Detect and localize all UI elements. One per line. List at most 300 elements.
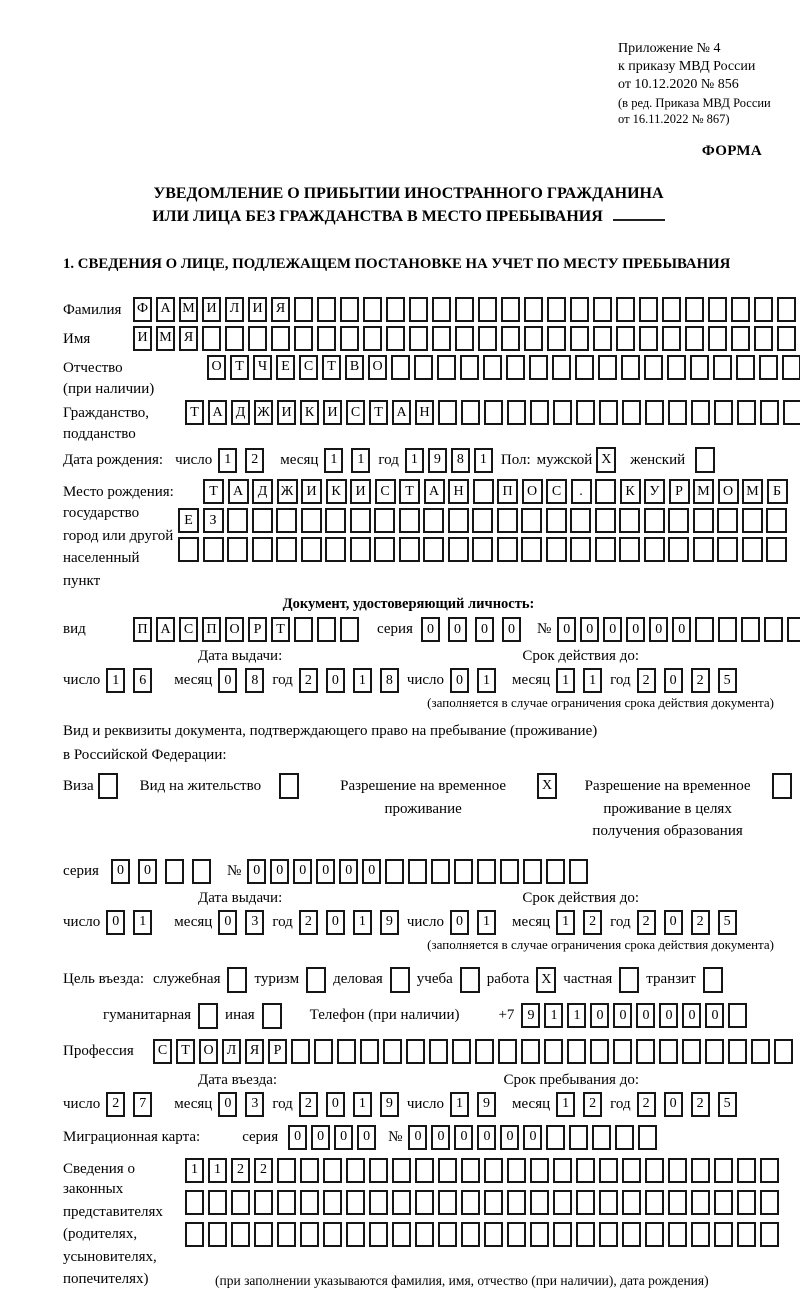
char-cell[interactable] bbox=[787, 617, 800, 642]
char-cell[interactable]: 0 bbox=[649, 617, 668, 642]
char-cell[interactable] bbox=[455, 297, 474, 322]
char-cell[interactable]: 9 bbox=[477, 1092, 496, 1117]
char-cell[interactable] bbox=[530, 1190, 549, 1215]
char-cell[interactable]: И bbox=[277, 400, 296, 425]
char-cell[interactable]: 0 bbox=[672, 617, 691, 642]
char-cell[interactable]: К bbox=[300, 400, 319, 425]
char-cell[interactable] bbox=[448, 537, 469, 562]
char-cell[interactable] bbox=[363, 297, 382, 322]
char-cell[interactable]: 0 bbox=[111, 859, 130, 884]
char-cell[interactable] bbox=[553, 1190, 572, 1215]
char-cell[interactable] bbox=[423, 537, 444, 562]
char-cell[interactable]: Р bbox=[268, 1039, 287, 1064]
char-cell[interactable] bbox=[569, 859, 588, 884]
char-cell[interactable] bbox=[576, 400, 595, 425]
char-cell[interactable] bbox=[668, 400, 687, 425]
char-cell[interactable]: И bbox=[350, 479, 371, 504]
char-cell[interactable] bbox=[277, 1222, 296, 1247]
char-cell[interactable]: Т bbox=[271, 617, 290, 642]
char-cell[interactable] bbox=[760, 1222, 779, 1247]
char-cell[interactable] bbox=[314, 1039, 333, 1064]
char-cell[interactable] bbox=[323, 1190, 342, 1215]
char-cell[interactable]: 2 bbox=[637, 910, 656, 935]
char-cell[interactable] bbox=[754, 326, 773, 351]
char-cell[interactable] bbox=[645, 1158, 664, 1183]
char-cell[interactable]: 0 bbox=[316, 859, 335, 884]
purpose-tourism-checkbox[interactable] bbox=[306, 967, 326, 993]
char-cell[interactable] bbox=[553, 1158, 572, 1183]
char-cell[interactable]: 2 bbox=[637, 668, 656, 693]
char-cell[interactable] bbox=[363, 326, 382, 351]
char-cell[interactable] bbox=[705, 1039, 724, 1064]
char-cell[interactable] bbox=[383, 1039, 402, 1064]
char-cell[interactable] bbox=[667, 355, 686, 380]
char-cell[interactable] bbox=[415, 1158, 434, 1183]
char-cell[interactable] bbox=[369, 1158, 388, 1183]
char-cell[interactable] bbox=[475, 1039, 494, 1064]
char-cell[interactable]: Т bbox=[399, 479, 420, 504]
char-cell[interactable] bbox=[736, 355, 755, 380]
char-cell[interactable] bbox=[301, 537, 322, 562]
char-cell[interactable] bbox=[717, 537, 738, 562]
char-cell[interactable] bbox=[291, 1039, 310, 1064]
char-cell[interactable]: С bbox=[153, 1039, 172, 1064]
char-cell[interactable] bbox=[570, 326, 589, 351]
char-cell[interactable]: 5 bbox=[718, 668, 737, 693]
char-cell[interactable] bbox=[203, 537, 224, 562]
char-cell[interactable] bbox=[621, 355, 640, 380]
char-cell[interactable]: Л bbox=[225, 297, 244, 322]
char-cell[interactable] bbox=[185, 1222, 204, 1247]
char-cell[interactable] bbox=[406, 1039, 425, 1064]
char-cell[interactable] bbox=[484, 400, 503, 425]
char-cell[interactable]: 0 bbox=[477, 1125, 496, 1150]
char-cell[interactable] bbox=[423, 508, 444, 533]
char-cell[interactable]: 1 bbox=[185, 1158, 204, 1183]
char-cell[interactable]: 1 bbox=[353, 668, 372, 693]
char-cell[interactable] bbox=[662, 297, 681, 322]
char-cell[interactable] bbox=[644, 508, 665, 533]
char-cell[interactable] bbox=[717, 508, 738, 533]
char-cell[interactable] bbox=[751, 1039, 770, 1064]
char-cell[interactable]: 9 bbox=[521, 1003, 540, 1028]
char-cell[interactable] bbox=[595, 479, 616, 504]
char-cell[interactable] bbox=[570, 297, 589, 322]
char-cell[interactable] bbox=[592, 1125, 611, 1150]
char-cell[interactable]: 8 bbox=[451, 448, 470, 473]
char-cell[interactable] bbox=[455, 326, 474, 351]
char-cell[interactable]: 0 bbox=[475, 617, 494, 642]
char-cell[interactable]: В bbox=[345, 355, 364, 380]
char-cell[interactable] bbox=[613, 1039, 632, 1064]
char-cell[interactable] bbox=[323, 1158, 342, 1183]
char-cell[interactable]: З bbox=[203, 508, 224, 533]
char-cell[interactable]: 0 bbox=[626, 617, 645, 642]
char-cell[interactable]: 0 bbox=[326, 668, 345, 693]
char-cell[interactable] bbox=[714, 1158, 733, 1183]
char-cell[interactable]: Т bbox=[230, 355, 249, 380]
temp-residence-edu-checkbox[interactable] bbox=[772, 773, 792, 799]
char-cell[interactable]: 2 bbox=[299, 668, 318, 693]
char-cell[interactable] bbox=[737, 1190, 756, 1215]
char-cell[interactable] bbox=[461, 1222, 480, 1247]
char-cell[interactable] bbox=[497, 508, 518, 533]
char-cell[interactable] bbox=[639, 297, 658, 322]
char-cell[interactable]: 0 bbox=[288, 1125, 307, 1150]
char-cell[interactable] bbox=[185, 1190, 204, 1215]
char-cell[interactable] bbox=[429, 1039, 448, 1064]
char-cell[interactable] bbox=[271, 326, 290, 351]
char-cell[interactable] bbox=[695, 617, 714, 642]
char-cell[interactable]: 1 bbox=[583, 668, 602, 693]
char-cell[interactable]: М bbox=[179, 297, 198, 322]
char-cell[interactable] bbox=[731, 297, 750, 322]
char-cell[interactable] bbox=[595, 508, 616, 533]
char-cell[interactable] bbox=[454, 859, 473, 884]
char-cell[interactable]: 2 bbox=[691, 668, 710, 693]
char-cell[interactable] bbox=[760, 400, 779, 425]
char-cell[interactable] bbox=[254, 1222, 273, 1247]
char-cell[interactable]: 0 bbox=[448, 617, 467, 642]
char-cell[interactable] bbox=[741, 617, 760, 642]
char-cell[interactable] bbox=[252, 537, 273, 562]
char-cell[interactable]: П bbox=[497, 479, 518, 504]
char-cell[interactable] bbox=[317, 297, 336, 322]
char-cell[interactable] bbox=[452, 1039, 471, 1064]
char-cell[interactable]: 0 bbox=[664, 668, 683, 693]
char-cell[interactable] bbox=[438, 1222, 457, 1247]
char-cell[interactable]: Т bbox=[203, 479, 224, 504]
char-cell[interactable]: . bbox=[571, 479, 592, 504]
char-cell[interactable] bbox=[501, 326, 520, 351]
char-cell[interactable] bbox=[662, 326, 681, 351]
char-cell[interactable]: 0 bbox=[362, 859, 381, 884]
char-cell[interactable] bbox=[644, 537, 665, 562]
char-cell[interactable]: 0 bbox=[659, 1003, 678, 1028]
char-cell[interactable] bbox=[507, 1222, 526, 1247]
char-cell[interactable]: 0 bbox=[218, 1092, 237, 1117]
char-cell[interactable]: 0 bbox=[247, 859, 266, 884]
char-cell[interactable] bbox=[438, 400, 457, 425]
char-cell[interactable]: 0 bbox=[664, 1092, 683, 1117]
char-cell[interactable] bbox=[737, 1222, 756, 1247]
char-cell[interactable] bbox=[461, 1158, 480, 1183]
char-cell[interactable]: Ч bbox=[253, 355, 272, 380]
purpose-study-checkbox[interactable] bbox=[460, 967, 480, 993]
char-cell[interactable] bbox=[728, 1039, 747, 1064]
char-cell[interactable]: С bbox=[546, 479, 567, 504]
purpose-private-checkbox[interactable] bbox=[619, 967, 639, 993]
char-cell[interactable] bbox=[754, 297, 773, 322]
char-cell[interactable]: Ж bbox=[254, 400, 273, 425]
char-cell[interactable] bbox=[544, 1039, 563, 1064]
char-cell[interactable] bbox=[276, 537, 297, 562]
char-cell[interactable] bbox=[484, 1222, 503, 1247]
char-cell[interactable] bbox=[615, 1125, 634, 1150]
char-cell[interactable] bbox=[760, 1158, 779, 1183]
char-cell[interactable] bbox=[208, 1222, 227, 1247]
char-cell[interactable]: 0 bbox=[334, 1125, 353, 1150]
char-cell[interactable]: Д bbox=[231, 400, 250, 425]
char-cell[interactable]: Д bbox=[252, 479, 273, 504]
char-cell[interactable] bbox=[473, 479, 494, 504]
char-cell[interactable] bbox=[409, 326, 428, 351]
char-cell[interactable]: К bbox=[620, 479, 641, 504]
char-cell[interactable] bbox=[764, 617, 783, 642]
char-cell[interactable]: А bbox=[424, 479, 445, 504]
char-cell[interactable] bbox=[685, 326, 704, 351]
char-cell[interactable] bbox=[192, 859, 211, 884]
char-cell[interactable] bbox=[691, 1222, 710, 1247]
char-cell[interactable]: 0 bbox=[339, 859, 358, 884]
char-cell[interactable] bbox=[644, 355, 663, 380]
char-cell[interactable] bbox=[546, 859, 565, 884]
char-cell[interactable] bbox=[300, 1190, 319, 1215]
char-cell[interactable] bbox=[254, 1190, 273, 1215]
char-cell[interactable] bbox=[497, 537, 518, 562]
char-cell[interactable]: Ф bbox=[133, 297, 152, 322]
char-cell[interactable]: И bbox=[301, 479, 322, 504]
purpose-humanitarian-checkbox[interactable] bbox=[198, 1003, 218, 1029]
char-cell[interactable] bbox=[691, 400, 710, 425]
char-cell[interactable] bbox=[553, 1222, 572, 1247]
char-cell[interactable] bbox=[507, 400, 526, 425]
char-cell[interactable] bbox=[690, 355, 709, 380]
char-cell[interactable]: 5 bbox=[718, 1092, 737, 1117]
char-cell[interactable]: 0 bbox=[218, 668, 237, 693]
char-cell[interactable]: С bbox=[346, 400, 365, 425]
char-cell[interactable]: Е bbox=[276, 355, 295, 380]
char-cell[interactable] bbox=[294, 617, 313, 642]
char-cell[interactable]: 1 bbox=[351, 448, 370, 473]
char-cell[interactable] bbox=[728, 1003, 747, 1028]
char-cell[interactable] bbox=[529, 355, 548, 380]
residence-permit-checkbox[interactable] bbox=[279, 773, 299, 799]
char-cell[interactable]: 1 bbox=[353, 910, 372, 935]
char-cell[interactable]: 1 bbox=[567, 1003, 586, 1028]
char-cell[interactable] bbox=[708, 326, 727, 351]
purpose-work-checkbox[interactable]: X bbox=[536, 967, 556, 993]
char-cell[interactable] bbox=[659, 1039, 678, 1064]
char-cell[interactable] bbox=[323, 1222, 342, 1247]
char-cell[interactable] bbox=[392, 1222, 411, 1247]
char-cell[interactable]: 1 bbox=[405, 448, 424, 473]
char-cell[interactable]: 0 bbox=[636, 1003, 655, 1028]
char-cell[interactable]: Р bbox=[669, 479, 690, 504]
char-cell[interactable] bbox=[340, 297, 359, 322]
char-cell[interactable]: 2 bbox=[583, 1092, 602, 1117]
char-cell[interactable] bbox=[337, 1039, 356, 1064]
char-cell[interactable]: Б bbox=[767, 479, 788, 504]
char-cell[interactable] bbox=[350, 508, 371, 533]
char-cell[interactable]: М bbox=[742, 479, 763, 504]
char-cell[interactable] bbox=[506, 355, 525, 380]
purpose-official-checkbox[interactable] bbox=[227, 967, 247, 993]
purpose-other-checkbox[interactable] bbox=[262, 1003, 282, 1029]
char-cell[interactable] bbox=[484, 1158, 503, 1183]
char-cell[interactable]: 6 bbox=[133, 668, 152, 693]
char-cell[interactable]: Н bbox=[448, 479, 469, 504]
char-cell[interactable] bbox=[636, 1039, 655, 1064]
char-cell[interactable] bbox=[350, 537, 371, 562]
char-cell[interactable]: А bbox=[156, 297, 175, 322]
char-cell[interactable] bbox=[294, 326, 313, 351]
char-cell[interactable]: А bbox=[228, 479, 249, 504]
char-cell[interactable] bbox=[391, 355, 410, 380]
char-cell[interactable] bbox=[399, 508, 420, 533]
char-cell[interactable]: А bbox=[156, 617, 175, 642]
char-cell[interactable] bbox=[742, 537, 763, 562]
char-cell[interactable] bbox=[639, 326, 658, 351]
char-cell[interactable] bbox=[392, 1158, 411, 1183]
char-cell[interactable] bbox=[202, 326, 221, 351]
char-cell[interactable] bbox=[691, 1158, 710, 1183]
char-cell[interactable] bbox=[507, 1158, 526, 1183]
visa-checkbox[interactable] bbox=[98, 773, 118, 799]
char-cell[interactable]: 0 bbox=[138, 859, 157, 884]
char-cell[interactable] bbox=[668, 1222, 687, 1247]
char-cell[interactable]: С bbox=[375, 479, 396, 504]
char-cell[interactable]: 9 bbox=[380, 1092, 399, 1117]
char-cell[interactable]: 2 bbox=[106, 1092, 125, 1117]
char-cell[interactable] bbox=[294, 297, 313, 322]
char-cell[interactable]: О bbox=[225, 617, 244, 642]
char-cell[interactable] bbox=[645, 1190, 664, 1215]
char-cell[interactable]: Т bbox=[176, 1039, 195, 1064]
char-cell[interactable] bbox=[521, 508, 542, 533]
char-cell[interactable]: Т bbox=[185, 400, 204, 425]
char-cell[interactable] bbox=[392, 1190, 411, 1215]
char-cell[interactable] bbox=[718, 617, 737, 642]
char-cell[interactable]: 0 bbox=[590, 1003, 609, 1028]
char-cell[interactable]: Е bbox=[178, 508, 199, 533]
char-cell[interactable]: 0 bbox=[218, 910, 237, 935]
char-cell[interactable] bbox=[437, 355, 456, 380]
char-cell[interactable] bbox=[277, 1190, 296, 1215]
char-cell[interactable] bbox=[619, 537, 640, 562]
char-cell[interactable]: 0 bbox=[408, 1125, 427, 1150]
char-cell[interactable] bbox=[567, 1039, 586, 1064]
char-cell[interactable] bbox=[276, 508, 297, 533]
char-cell[interactable] bbox=[477, 859, 496, 884]
char-cell[interactable] bbox=[682, 1039, 701, 1064]
char-cell[interactable] bbox=[590, 1039, 609, 1064]
char-cell[interactable]: 0 bbox=[421, 617, 440, 642]
gender-male-checkbox[interactable]: X bbox=[596, 447, 616, 473]
char-cell[interactable] bbox=[616, 326, 635, 351]
char-cell[interactable] bbox=[432, 297, 451, 322]
char-cell[interactable]: 0 bbox=[293, 859, 312, 884]
char-cell[interactable]: Т bbox=[369, 400, 388, 425]
char-cell[interactable] bbox=[501, 297, 520, 322]
char-cell[interactable] bbox=[399, 537, 420, 562]
char-cell[interactable] bbox=[448, 508, 469, 533]
char-cell[interactable]: 3 bbox=[245, 910, 264, 935]
char-cell[interactable] bbox=[414, 355, 433, 380]
char-cell[interactable] bbox=[461, 1190, 480, 1215]
char-cell[interactable]: 1 bbox=[133, 910, 152, 935]
char-cell[interactable] bbox=[737, 400, 756, 425]
char-cell[interactable] bbox=[369, 1190, 388, 1215]
char-cell[interactable]: 9 bbox=[380, 910, 399, 935]
char-cell[interactable]: О bbox=[718, 479, 739, 504]
temp-residence-checkbox[interactable]: X bbox=[537, 773, 557, 799]
char-cell[interactable] bbox=[622, 1158, 641, 1183]
char-cell[interactable]: 3 bbox=[245, 1092, 264, 1117]
char-cell[interactable] bbox=[777, 297, 796, 322]
char-cell[interactable]: Я bbox=[271, 297, 290, 322]
char-cell[interactable] bbox=[360, 1039, 379, 1064]
char-cell[interactable]: О bbox=[522, 479, 543, 504]
char-cell[interactable]: 7 bbox=[133, 1092, 152, 1117]
char-cell[interactable]: 0 bbox=[326, 1092, 345, 1117]
char-cell[interactable] bbox=[498, 1039, 517, 1064]
char-cell[interactable]: 0 bbox=[523, 1125, 542, 1150]
char-cell[interactable] bbox=[619, 508, 640, 533]
char-cell[interactable] bbox=[777, 326, 796, 351]
char-cell[interactable] bbox=[552, 355, 571, 380]
char-cell[interactable]: 0 bbox=[326, 910, 345, 935]
char-cell[interactable] bbox=[576, 1190, 595, 1215]
char-cell[interactable] bbox=[432, 326, 451, 351]
char-cell[interactable] bbox=[553, 400, 572, 425]
char-cell[interactable] bbox=[638, 1125, 657, 1150]
char-cell[interactable] bbox=[438, 1190, 457, 1215]
char-cell[interactable] bbox=[478, 297, 497, 322]
char-cell[interactable] bbox=[340, 326, 359, 351]
char-cell[interactable] bbox=[714, 1222, 733, 1247]
char-cell[interactable]: 8 bbox=[245, 668, 264, 693]
char-cell[interactable]: 2 bbox=[299, 1092, 318, 1117]
char-cell[interactable] bbox=[346, 1222, 365, 1247]
char-cell[interactable] bbox=[774, 1039, 793, 1064]
char-cell[interactable] bbox=[645, 1222, 664, 1247]
char-cell[interactable]: М bbox=[693, 479, 714, 504]
char-cell[interactable]: П bbox=[133, 617, 152, 642]
char-cell[interactable]: 1 bbox=[208, 1158, 227, 1183]
char-cell[interactable] bbox=[714, 1190, 733, 1215]
char-cell[interactable]: 9 bbox=[428, 448, 447, 473]
char-cell[interactable] bbox=[227, 537, 248, 562]
char-cell[interactable] bbox=[593, 326, 612, 351]
char-cell[interactable] bbox=[346, 1158, 365, 1183]
char-cell[interactable] bbox=[546, 508, 567, 533]
char-cell[interactable]: 2 bbox=[254, 1158, 273, 1183]
char-cell[interactable] bbox=[783, 400, 800, 425]
char-cell[interactable] bbox=[760, 1190, 779, 1215]
char-cell[interactable] bbox=[693, 537, 714, 562]
char-cell[interactable] bbox=[546, 537, 567, 562]
char-cell[interactable]: 1 bbox=[556, 910, 575, 935]
char-cell[interactable] bbox=[742, 508, 763, 533]
char-cell[interactable] bbox=[570, 508, 591, 533]
char-cell[interactable] bbox=[737, 1158, 756, 1183]
char-cell[interactable] bbox=[593, 297, 612, 322]
char-cell[interactable]: Р bbox=[248, 617, 267, 642]
char-cell[interactable] bbox=[483, 355, 502, 380]
char-cell[interactable]: 0 bbox=[664, 910, 683, 935]
char-cell[interactable] bbox=[713, 355, 732, 380]
char-cell[interactable]: У bbox=[644, 479, 665, 504]
char-cell[interactable] bbox=[507, 1190, 526, 1215]
char-cell[interactable]: А bbox=[208, 400, 227, 425]
char-cell[interactable] bbox=[431, 859, 450, 884]
char-cell[interactable]: 2 bbox=[637, 1092, 656, 1117]
char-cell[interactable] bbox=[731, 326, 750, 351]
char-cell[interactable] bbox=[691, 1190, 710, 1215]
char-cell[interactable] bbox=[227, 508, 248, 533]
char-cell[interactable]: 0 bbox=[454, 1125, 473, 1150]
